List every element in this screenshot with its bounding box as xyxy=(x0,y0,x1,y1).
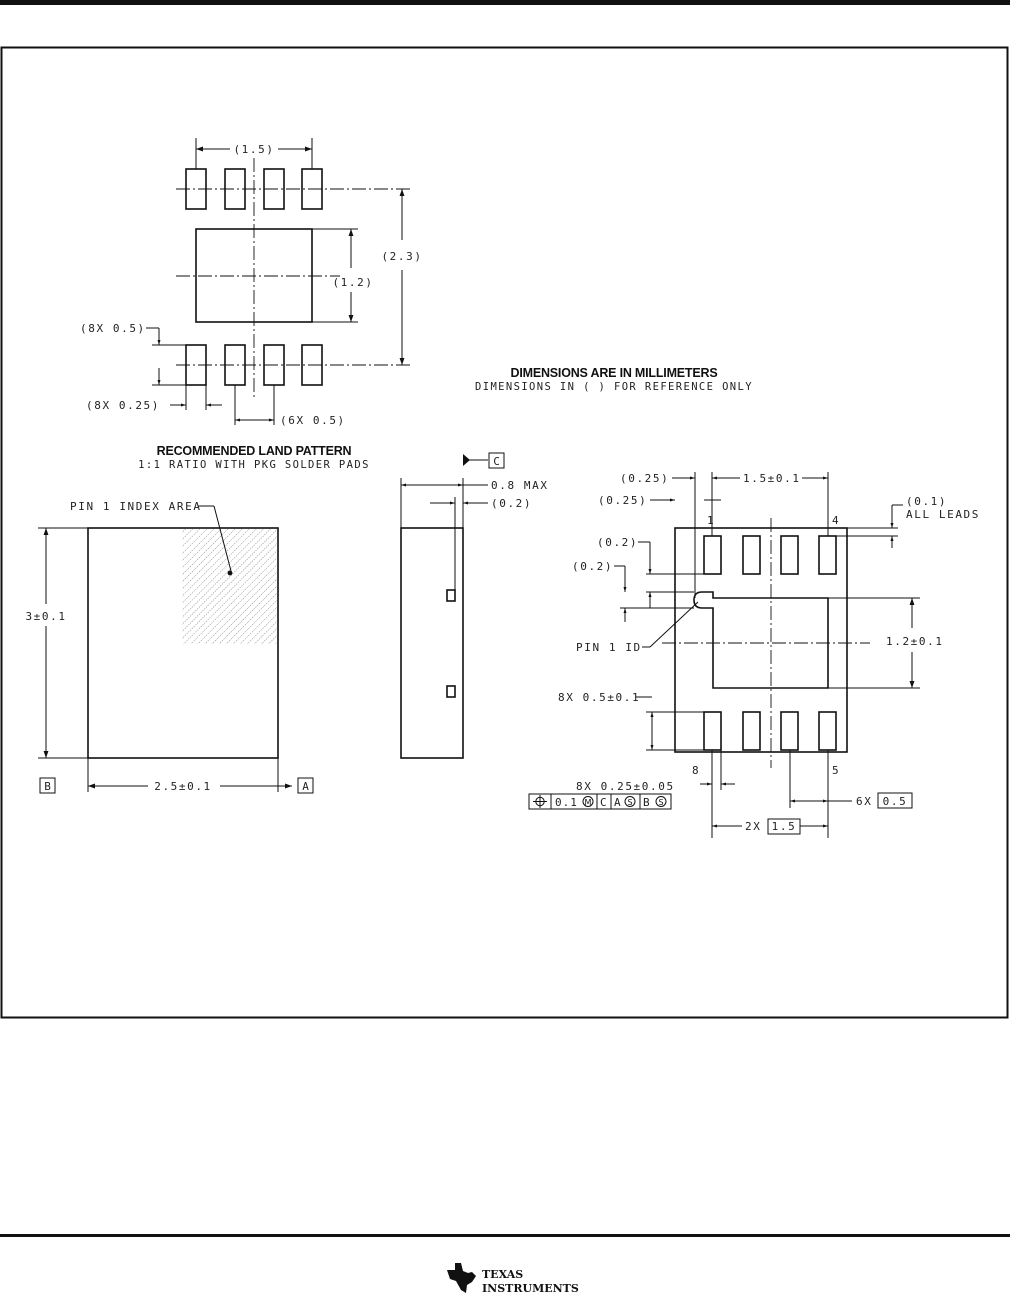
logo-texas: TEXAS xyxy=(482,1268,524,1281)
dim-pad-height: (1.2) xyxy=(332,276,374,289)
lead xyxy=(704,536,721,574)
side-lead xyxy=(447,686,455,697)
dim-025-upper: (0.25) xyxy=(620,472,670,485)
notes-subtitle: DIMENSIONS IN ( ) FOR REFERENCE ONLY xyxy=(475,381,753,393)
lead-width: 8X 0.25±0.05 xyxy=(576,780,675,793)
pin1-id-label: PIN 1 ID xyxy=(576,641,642,654)
bottom-outline xyxy=(675,528,847,752)
datum-b: B xyxy=(44,780,51,793)
land-pattern-subtitle: 1:1 RATIO WITH PKG SOLDER PADS xyxy=(138,459,370,471)
dim-025-lower: (0.25) xyxy=(598,494,648,507)
fcf-datum-b: B xyxy=(643,796,650,809)
lead-projection: (0.1) xyxy=(906,495,948,508)
all-leads: ALL LEADS xyxy=(906,508,981,521)
dim-pad-length: (8X 0.5) xyxy=(80,322,146,335)
side-body xyxy=(401,528,463,758)
dim-02-upper: (0.2) xyxy=(597,536,639,549)
datum-c: C xyxy=(493,455,500,468)
ti-logo xyxy=(447,1263,579,1295)
mmc-m: M xyxy=(584,798,592,807)
rfs-s: S xyxy=(658,798,664,807)
pitch-basic: 0.5 xyxy=(882,795,908,808)
bottom-view xyxy=(529,472,980,838)
rfs-s: S xyxy=(627,798,633,807)
fcf-tolerance: 0.1 xyxy=(555,796,578,809)
lead xyxy=(819,712,836,750)
feature-control-frame xyxy=(529,794,671,809)
standoff: (0.2) xyxy=(491,497,533,510)
top-view xyxy=(25,500,313,793)
footer-rule xyxy=(0,1234,1010,1237)
pin-4-label: 4 xyxy=(832,514,841,527)
header-rule xyxy=(0,0,1010,5)
texas-state-icon xyxy=(447,1263,476,1293)
lead xyxy=(819,536,836,574)
span-prefix: 2X xyxy=(745,820,762,833)
max-height: 0.8 MAX xyxy=(491,479,549,492)
fcf-datum-a: A xyxy=(614,796,621,809)
lead xyxy=(743,536,760,574)
pitch-total: 1.5±0.1 xyxy=(743,472,801,485)
side-view xyxy=(401,453,549,758)
pin-5-label: 5 xyxy=(832,764,841,777)
dim-pitch-total: (1.5) xyxy=(233,143,275,156)
dim-02-lower: (0.2) xyxy=(572,560,614,573)
dim-pad-width: (8X 0.25) xyxy=(86,399,161,412)
lead xyxy=(781,712,798,750)
lead xyxy=(704,712,721,750)
fcf-datum-c: C xyxy=(600,796,607,809)
pin1-marker xyxy=(228,571,233,576)
lead xyxy=(743,712,760,750)
span-basic: 1.5 xyxy=(771,820,797,833)
pin-8-label: 8 xyxy=(692,764,701,777)
thermal-pad xyxy=(694,592,828,688)
datum-a: A xyxy=(302,780,309,793)
logo-instruments: INSTRUMENTS xyxy=(482,1282,579,1295)
land-pattern-view xyxy=(80,138,423,471)
pitch-prefix: 6X xyxy=(856,795,873,808)
lead xyxy=(781,536,798,574)
height-dimension: 3±0.1 xyxy=(25,610,67,623)
side-lead xyxy=(447,590,455,601)
pin1-area-label: PIN 1 INDEX AREA xyxy=(70,500,202,513)
dim-pitch: (6X 0.5) xyxy=(280,414,346,427)
pin1-index-area xyxy=(182,528,278,644)
lead-length: 8X 0.5±0.1 xyxy=(558,691,641,704)
notes-title: DIMENSIONS ARE IN MILLIMETERS xyxy=(510,366,718,380)
dim-height: (2.3) xyxy=(381,250,423,263)
land-pattern-title: RECOMMENDED LAND PATTERN xyxy=(156,444,352,458)
pin-1-label: 1 xyxy=(707,514,716,527)
pad-height: 1.2±0.1 xyxy=(886,635,944,648)
drawing-frame xyxy=(2,48,1008,1018)
width-dimension: 2.5±0.1 xyxy=(154,780,212,793)
